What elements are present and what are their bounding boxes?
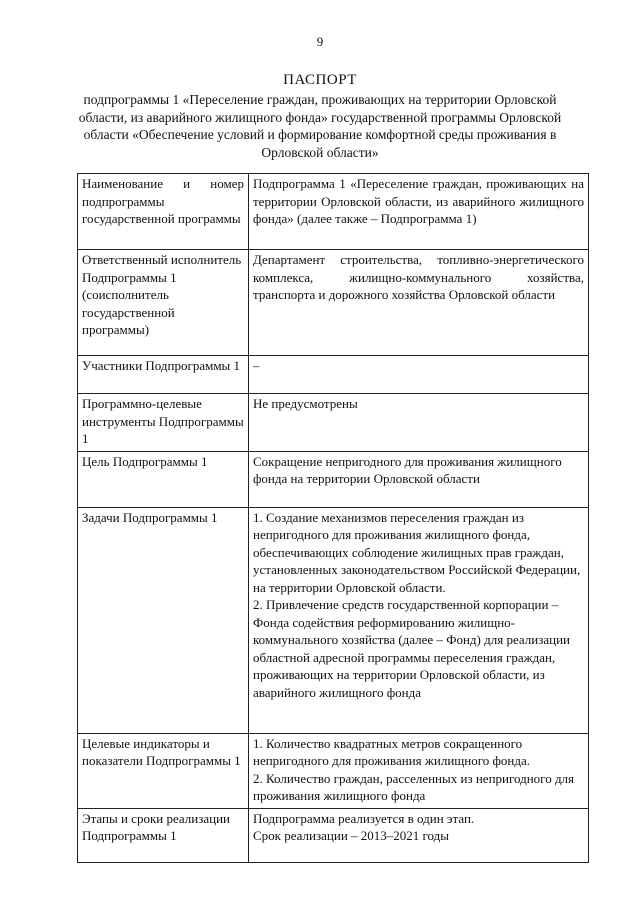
row-value: Департамент строительства, топливно-энергетического комплекса, жилищно-коммунального хозяйства, транспорта и дорожного хозяйства Орловской области [249,250,589,356]
row-value: Не предусмотрены [249,394,589,452]
table-row [78,250,589,356]
table-row [78,356,589,394]
passport-title: ПАСПОРТ [283,72,357,88]
row-label: Этапы и сроки реализации Подпрограммы 1 [78,808,249,862]
indicator-item: 1. Количество квадратных метров сокращенного непригодного для проживания жилищного фонда. [253,735,531,768]
row-label: Программно-целевые инструменты Подпрограммы 1 [78,394,249,452]
row-label: Участники Подпрограммы 1 [78,356,249,394]
passport-subtitle: подпрограммы 1 «Переселение граждан, проживающих на территории Орловской области, из аварийного жилищного фонда» государственной программы Орловской области «Обеспечение условий и формирование комфортной среды проживания в Орловской области» [78,92,562,160]
stage-item: Подпрограмма реализуется в один этап. [253,810,475,826]
table-row [78,507,589,733]
passport-heading [60,70,580,161]
table-row [78,394,589,452]
row-value: – [249,356,589,394]
task-item: 1. Создание механизмов переселения граждан из непригодного для проживания жилищного фонда, обеспечивающих соблюдение жилищных прав граждан, установленных законодательством Российской Федерации, на территории Орловской области. [253,509,581,595]
passport-table [77,173,589,863]
row-label: Целевые индикаторы и показатели Подпрограммы 1 [78,733,249,808]
stage-item: Срок реализации – 2013–2021 годы [253,828,450,843]
row-label: Ответственный исполнитель Подпрограммы 1 (соисполнитель государственной программы) [78,250,249,356]
row-value [249,808,589,862]
indicator-item: 2. Количество граждан, расселенных из непригодного для проживания жилищного фонда [253,770,575,803]
page-number: 9 [316,34,324,49]
task-item: 2. Привлечение средств государственной корпорации – Фонда содействия реформированию жилищно-коммунального хозяйства (далее – Фонд) для реализации областной адресной программы переселения граждан, проживающих на территории Орловской области, из аварийного жилищного фонда [253,597,570,700]
row-label: Задачи Подпрограммы 1 [78,507,249,733]
table-row [78,451,589,507]
row-value [249,733,589,808]
row-value: Сокращение непригодного для проживания жилищного фонда на территории Орловской области [249,451,589,507]
row-label: Цель Подпрограммы 1 [78,451,249,507]
table-row [78,808,589,862]
row-label: Наименование и номер подпрограммы государственной программы [78,174,249,250]
row-value [249,507,589,733]
table-row [78,733,589,808]
table-row [78,174,589,250]
row-value: Подпрограмма 1 «Переселение граждан, проживающих на территории Орловской области, из аварийного жилищного фонда» (далее также – Подпрограмма 1) [249,174,589,250]
